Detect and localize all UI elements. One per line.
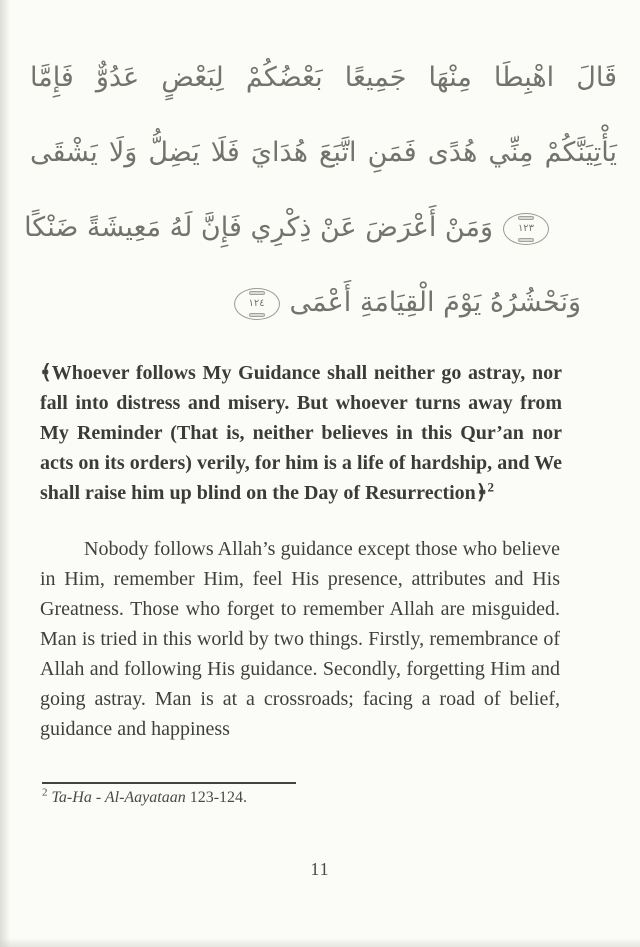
commentary-paragraph: Nobody follows Allah’s guidance except those who believe in Him, remember Him, feel His presence, attributes and His Greatness. Those who forget to remember Allah are misguided. Man is tried in this world by two things. Firstly, remembrance of Allah and following His guidance. Secondly, forgetting Him and going astray. Man is at a crossroads; facing a road of belief, guidance and happiness [40, 538, 560, 740]
quran-verse-block [24, 40, 617, 340]
footnote-divider [42, 782, 296, 784]
verse-number-medallion-123 [503, 213, 549, 245]
footnote-pages: 123-124. [189, 789, 248, 806]
quran-line-text: وَمَنْ أَعْرَضَ عَنْ ذِكْرِي فَإِنَّ لَهُ مَعِيشَةً ضَنْكًا [24, 212, 493, 243]
footnote-reference: 2 [487, 479, 494, 495]
verse-number: ١٢٤ [248, 297, 265, 309]
verse-number-medallion-124 [234, 288, 280, 320]
quran-line-2: يَأْتِيَنَّكُمْ مِنِّي هُدًى فَمَنِ اتَّبَعَ هُدَايَ فَلَا يَضِلُّ وَلَا يَشْقَى [30, 137, 617, 168]
page-number: 11 [310, 859, 330, 879]
quran-line-3 [24, 190, 617, 265]
footnote [42, 786, 640, 807]
verse-number: ١٢٣ [517, 222, 535, 234]
translation-text: ﴾Whoever follows My Guidance shall neither go astray, nor fall into distress and misery. But whoever turns away from My Reminder (That is, neither believes in this Qur’an nor acts on its orders) verily, for him is a life of hardship, and We shall raise him up blind on the Day of Resurrection﴿ [40, 362, 562, 504]
footnote-source: Ta-Ha - Al-Aayataan [51, 789, 186, 806]
quran-line-4 [30, 265, 617, 340]
translation-paragraph [40, 358, 562, 508]
quran-line-text: وَنَحْشُرُهُ يَوْمَ الْقِيَامَةِ أَعْمَى [289, 287, 581, 318]
footnote-number: 2 [42, 786, 48, 799]
quran-line-1: قَالَ اهْبِطَا مِنْهَا جَمِيعًا بَعْضُكُمْ لِبَعْضٍ عَدُوٌّ فَإِمَّا [30, 62, 617, 93]
